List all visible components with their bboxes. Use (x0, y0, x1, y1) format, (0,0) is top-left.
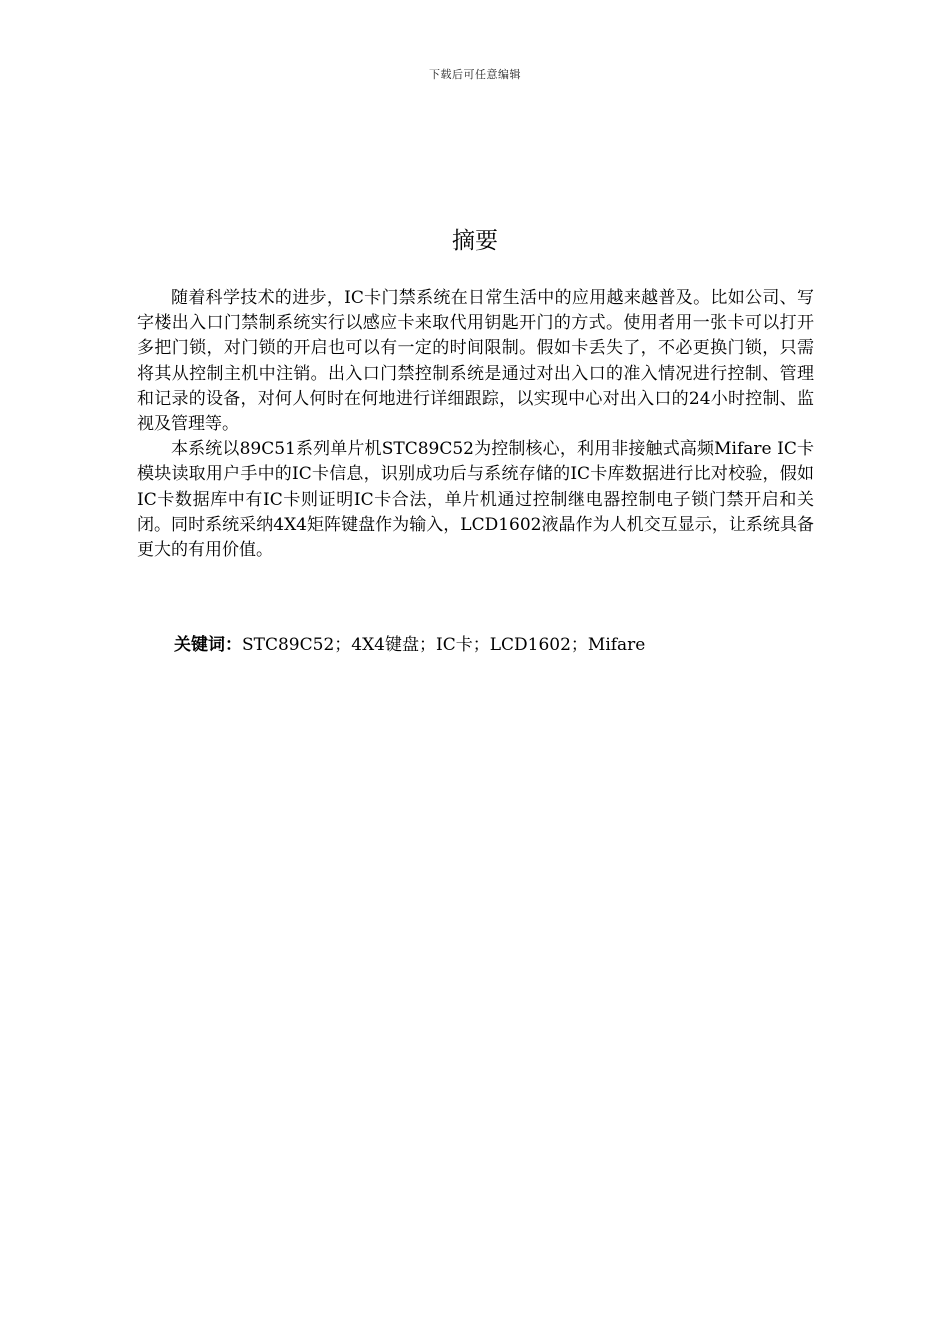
keywords-value: STC89C52；4X4键盘；IC卡；LCD1602；Mifare (242, 635, 646, 655)
keywords-line (174, 632, 814, 658)
abstract-title: 摘要 (452, 228, 498, 254)
abstract-paragraph-1: 随着科学技术的进步，IC卡门禁系统在日常生活中的应用越来越普及。比如公司、写字楼出入口门禁制系统实行以感应卡来取代用钥匙开门的方式。使用者用一张卡可以打开多把门锁，对门锁的开启也可以有一定的时间限制。假如卡丢失了，不必更换门锁，只需将其从控制主机中注销。出入口门禁控制系统是通过对出入口的准入情况进行控制、管理和记录的设备，对何人何时在何地进行详细跟踪，以实现中心对出入口的24小时控制、监视及管理等。 (137, 288, 814, 435)
header-note: 下载后可任意编辑 (429, 68, 521, 81)
abstract-body (137, 286, 814, 563)
abstract-paragraph-2: 本系统以89C51系列单片机STC89C52为控制核心，利用非接触式高频Mifare IC卡模块读取用户手中的IC卡信息，识别成功后与系统存储的IC卡库数据进行比对校验，假如IC卡数据库中有IC卡则证明IC卡合法，单片机通过控制继电器控制电子锁门禁开启和关闭。同时系统采纳4X4矩阵键盘作为输入，LCD1602液晶作为人机交互显示，让系统具备更大的有用价值。 (137, 439, 814, 561)
keywords-label: 关键词： (174, 635, 242, 655)
